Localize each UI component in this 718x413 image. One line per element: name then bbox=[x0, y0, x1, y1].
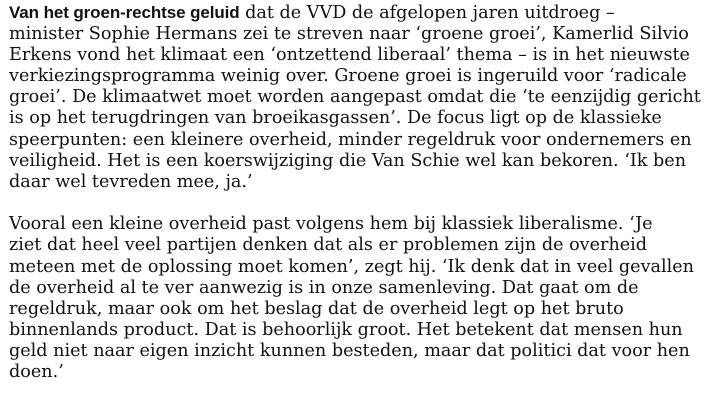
paragraph-2-line-8: doen.’ bbox=[9, 362, 64, 382]
paragraph-1 bbox=[9, 2, 715, 193]
paragraph-1-line-2: minister Sophie Hermans zei te streven naar ‘groene groei’, Kamerlid Silvio bbox=[9, 24, 689, 45]
paragraph-1-line-9: daar wel tevreden mee, ja.’ bbox=[9, 171, 253, 192]
paragraph-1-line-3: Erkens vond het klimaat een ‘ontzettend liberaal’ thema – is in het nieuwste bbox=[9, 45, 690, 66]
paragraph-1-line-5: groei’. De klimaatwet moet worden aangepast omdat die ‘te eenzijdig gericht bbox=[9, 87, 701, 108]
paragraph-1-line-8: veiligheid. Het is een koerswijziging die Van Schie wel kan bekoren. ‘Ik ben bbox=[9, 150, 687, 171]
paragraph-1-line-7: speerpunten: een kleinere overheid, minder regeldruk voor ondernemers en bbox=[9, 129, 692, 150]
paragraph-2-line-4: de overheid al te ver aanwezig is in onze samenleving. Dat gaat om de bbox=[9, 277, 639, 298]
paragraph-1-line-1-text: dat de VVD de afgelopen jaren uitdroeg – bbox=[239, 3, 615, 23]
paragraph-2-line-5: regeldruk, maar ook om het beslag dat de overheid legt op het bruto bbox=[9, 298, 624, 319]
lead-heading: Van het groen-rechtse geluid bbox=[9, 3, 240, 22]
article-body bbox=[9, 2, 715, 383]
paragraph-2-line-6: binnenlands product. Dat is behoorlijk groot. Het betekent dat mensen hun bbox=[9, 319, 683, 340]
paragraph-2-line-3: meteen met de oplossing moet komen’, zegt hij. ‘Ik denk dat in veel gevallen bbox=[9, 256, 694, 277]
paragraph-1-line-6: is op het terugdringen van broeikasgassen’. De focus ligt op de klassieke bbox=[9, 108, 662, 129]
paragraph-2-line-1: Vooral een kleine overheid past volgens hem bij klassiek liberalisme. ‘Je bbox=[9, 214, 653, 235]
paragraph-2-line-2: ziet dat heel veel partijen denken dat als er problemen zijn de overheid bbox=[9, 235, 648, 256]
paragraph-2 bbox=[9, 214, 715, 383]
paragraph-1-line-4: verkiezingsprogramma weinig over. Groene groei is ingeruild voor ‘radicale bbox=[9, 66, 687, 87]
paragraph-2-line-7: geld niet naar eigen inzicht kunnen besteden, maar dat politici dat voor hen bbox=[9, 340, 690, 361]
paragraph-1-line-1 bbox=[9, 2, 715, 24]
